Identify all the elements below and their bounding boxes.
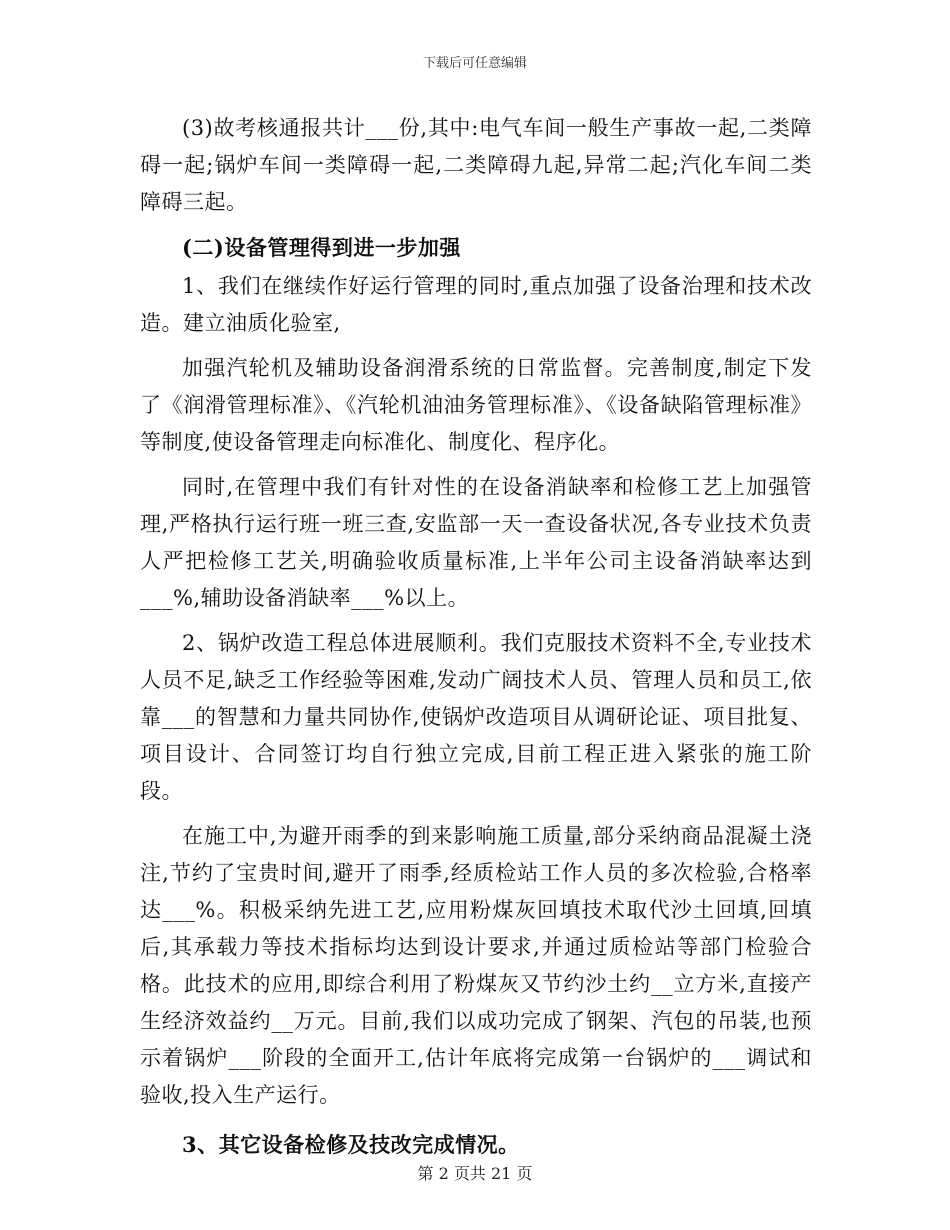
paragraph-lubrication-supervision: 加强汽轮机及辅助设备润滑系统的日常监督。完善制度,制定下发了《润滑管理标准》、《汽轮机油油务管理标准》、《设备缺陷管理标准》等制度,使设备管理走向标准化、制度化、程序化。 bbox=[140, 356, 812, 454]
page-header: 下载后可任意编辑 bbox=[422, 56, 527, 71]
document-body bbox=[140, 110, 812, 1165]
paragraph-defect-elimination: 同时,在管理中我们有针对性的在设备消缺率和检修工艺上加强管理,严格执行运行班一班三查,安监部一天一查设备状况,各专业技术负责人严把检修工艺关,明确验收质量标准,上半年公司主设备消缺率达到___%,辅助设备消缺率___%以上。 bbox=[140, 475, 812, 610]
paragraph-equipment-governance: 1、我们在继续作好运行管理的同时,重点加强了设备治理和技术改造。建立油质化验室, bbox=[140, 274, 812, 335]
paragraph-construction-progress: 在施工中,为避开雨季的到来影响施工质量,部分采纳商品混凝土浇注,节约了宝贵时间,避开了雨季,经质检站工作人员的多次检验,合格率达___%。积极采纳先进工艺,应用粉煤灰回填技术取代沙土回填,回填后,其承载力等技术指标均达到设计要求,并通过质检站等部门检验合格。此技术的应用,即综合利用了粉煤灰又节约沙土约__立方米,直接产生经济效益约__万元。目前,我们以成功完成了钢架、汽包的吊装,也预示着锅炉___阶段的全面开工,估计年底将完成第一台锅炉的___调试和验收,投入生产运行。 bbox=[140, 824, 812, 1107]
paragraph-assessment-report: (3)故考核通报共计___份,其中:电气车间一般生产事故一起,二类障碍一起;锅炉车间一类障碍一起,二类障碍九起,异常二起;汽化车间二类障碍三起。 bbox=[140, 116, 812, 214]
paragraph-boiler-renovation: 2、锅炉改造工程总体进展顺利。我们克服技术资料不全,专业技术人员不足,缺乏工作经验等困难,发动广阔技术人员、管理人员和员工,依靠___的智慧和力量共同协作,使锅炉改造项目从调研论证、项目批复、项目设计、合同签订均自行独立完成,目前工程正进入紧张的施工阶段。 bbox=[140, 631, 812, 803]
page-footer: 第 2 页共 21 页 bbox=[417, 1164, 533, 1183]
section-heading-other-maintenance: 3、其它设备检修及技改完成情况。 bbox=[182, 1132, 520, 1157]
section-heading-equipment-management: (二)设备管理得到进一步加强 bbox=[182, 235, 461, 260]
